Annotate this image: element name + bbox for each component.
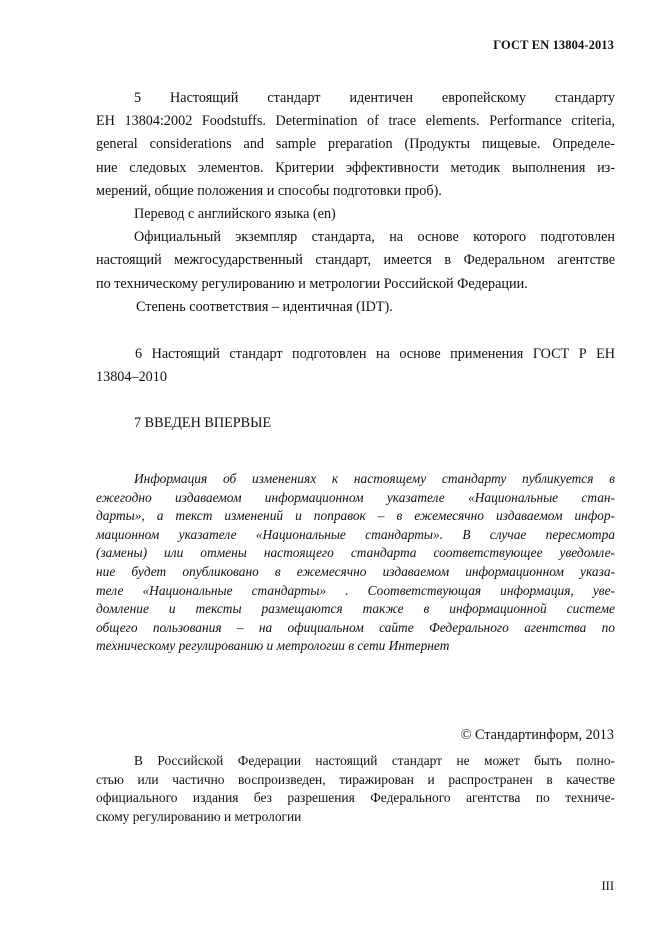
item-5-line: ние следовых элементов. Критерии эффективности методик выполнения из- [96, 159, 615, 176]
info-line: дарты», а текст изменений и поправок – в ежемесячно издаваемом инфор- [96, 508, 615, 524]
copyright-line: © Стандартинформ, 2013 [460, 727, 614, 743]
item-6-section [96, 343, 615, 389]
standard-header: ГОСТ EN 13804-2013 [493, 38, 614, 52]
item-5-section [96, 87, 615, 319]
item-6-line: 6 Настоящий стандарт подготовлен на основе применения ГОСТ Р ЕН [135, 346, 615, 362]
official-copy-line: по техническому регулированию и метрологии Российской Федерации. [96, 275, 528, 292]
changes-info-paragraph [96, 470, 615, 656]
info-line: мационном указателе «Национальные стандарты». В случае пересмотра [96, 526, 615, 542]
notice-line: В Российской Федерации настоящий стандарт не может быть полно- [134, 753, 615, 768]
conformity-degree: Степень соответствия – идентичная (IDT). [136, 298, 393, 315]
item-6-line: 13804–2010 [96, 369, 167, 386]
info-line: ежегодно издаваемом информационном указателе «Национальные стан- [96, 489, 615, 505]
notice-line: скому регулированию и метрологии [96, 808, 302, 824]
item-7-text: 7 ВВЕДЕН ВПЕРВЫЕ [134, 415, 272, 431]
page-number: III [601, 879, 614, 893]
item-5-line: мерений, общие положения и способы подготовки проб). [96, 182, 442, 199]
info-line: общего пользования – на официальном сайте Федерального агентства по [96, 619, 615, 635]
item-7-section [96, 412, 615, 435]
item-5-line: ЕН 13804:2002 Foodstuffs. Determination of trace elements. Performance criteria, [96, 113, 615, 130]
translation-note: Перевод с английского языка (en) [134, 206, 336, 223]
info-line: (замены) или отмены настоящего стандарта соответствующее уведомле- [96, 545, 615, 561]
notice-line: стью или частично воспроизведен, тиражирован и распространен в качестве [96, 771, 615, 787]
info-line: ние будет опубликовано в ежемесячно издаваемом информационном указа- [96, 563, 615, 579]
item-5-line: 5 Настоящий стандарт идентичен европейскому стандарту [134, 90, 615, 106]
info-line: домление и тексты размещаются также в информационной системе [96, 601, 615, 617]
info-line: теле «Национальные стандарты» . Соответствующая информация, уве- [96, 582, 615, 598]
reproduction-notice [96, 752, 615, 826]
notice-line: официального издания без разрешения Федерального агентства по техниче- [96, 790, 615, 806]
official-copy-line: Официальный экземпляр стандарта, на основе которого подготовлен [134, 229, 615, 246]
item-5-line: general considerations and sample preparation (Продукты пищевые. Определе- [96, 136, 615, 153]
info-line: техническому регулированию и метрологии в сети Интернет [96, 638, 450, 654]
info-line: Информация об изменениях к настоящему стандарту публикуется в [134, 471, 615, 486]
official-copy-line: настоящий межгосударственный стандарт, имеется в Федеральном агентстве [96, 252, 615, 269]
